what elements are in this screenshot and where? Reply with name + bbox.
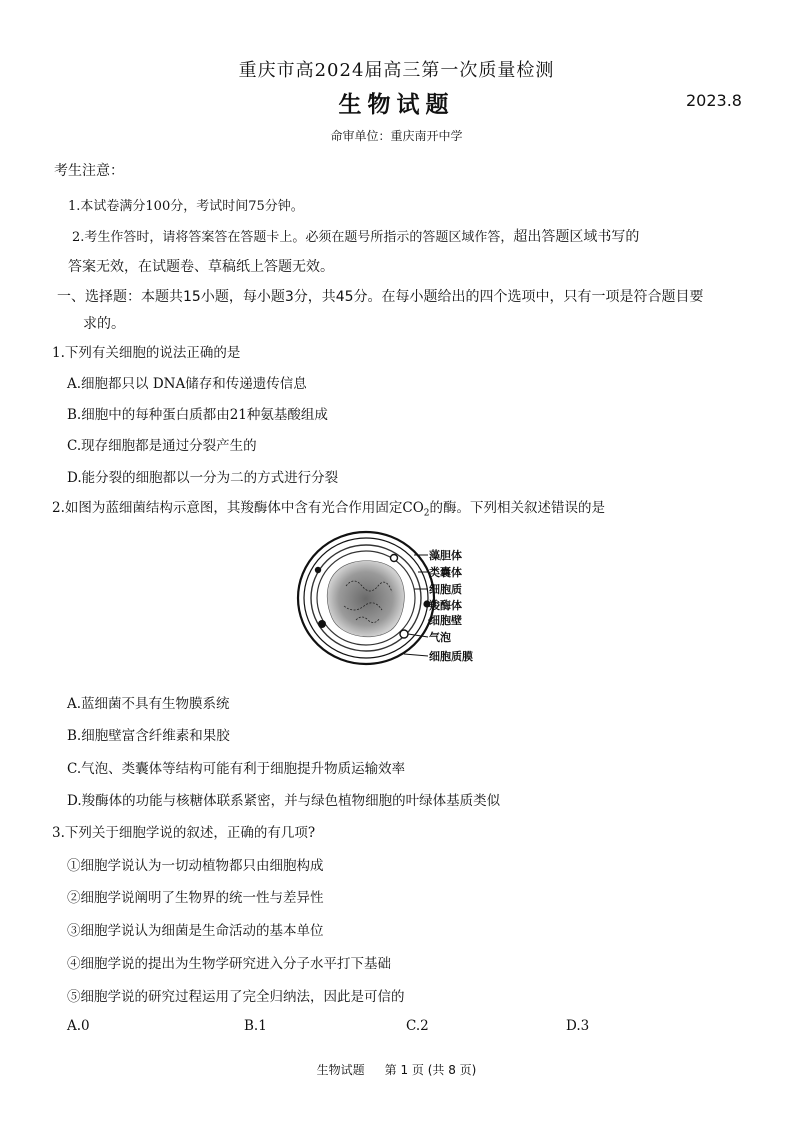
- q3-stem: 3.下列关于细胞学说的叙述，正确的有几项?: [52, 825, 316, 841]
- q2-option-d: D.羧酶体的功能与核糖体联系紧密，并与绿色植物细胞的叶绿体基质类似: [67, 793, 501, 809]
- figure-label-carboxysome: 羧酶体: [429, 599, 462, 612]
- phycobilisome-dot: [315, 567, 321, 573]
- q3-option-d: D.3: [566, 1018, 590, 1034]
- q2-stem-tail: 的酶。下列相关叙述错误的是: [429, 500, 606, 516]
- q3-statement-5: ⑤细胞学说的研究过程运用了完全归纳法，因此是可信的: [67, 989, 405, 1005]
- q1-option-b: B.细胞中的每种蛋白质都由21种氨基酸组成: [67, 407, 328, 423]
- leader-line: [404, 654, 428, 656]
- setter-unit: 命审单位：重庆南开中学: [330, 129, 463, 143]
- q3-statement-3: ③细胞学说认为细菌是生命活动的基本单位: [67, 923, 324, 939]
- notice-item-2-text: 2.考生作答时，请将答案答在答题卡上。必须在题号所指示的答题区域作答，: [72, 230, 514, 245]
- q3-option-c: C.2: [406, 1018, 429, 1034]
- q3-option-a: A.0: [67, 1018, 90, 1034]
- exam-date: 2023.8: [686, 91, 742, 110]
- q2-option-b: B.细胞壁富含纤维素和果胶: [67, 728, 230, 744]
- page-footer: [0, 1061, 793, 1078]
- notice-title: 考生注意：: [54, 163, 124, 179]
- q1-stem: 1.下列有关细胞的说法正确的是: [52, 345, 241, 361]
- figure-label-plasma-membrane: 细胞质膜: [429, 650, 473, 663]
- notice-item-2: [72, 226, 639, 246]
- figure-label-cytoplasm: 细胞质: [429, 583, 462, 596]
- section-heading: 一、选择题：本题共15小题，每小题3分，共45分。在每小题给出的四个选项中，只有一项是符合题目要: [57, 289, 704, 305]
- q1-option-a: A.细胞都只以 DNA储存和传递遗传信息: [67, 376, 307, 392]
- figure-label-thylakoid: 类囊体: [429, 566, 462, 579]
- q3-option-b: B.1: [244, 1018, 267, 1034]
- figure-label-gas-vesicle: 气泡: [429, 631, 451, 644]
- q3-statement-4: ④细胞学说的提出为生物学研究进入分子水平打下基础: [67, 956, 391, 972]
- nucleoid-region: [327, 561, 404, 637]
- q3-statement-1: ①细胞学说认为一切动植物都只由细胞构成: [67, 858, 324, 874]
- notice-item-1: 1.本试卷满分100分，考试时间75分钟。: [68, 199, 304, 214]
- q2-option-c: C.气泡、类囊体等结构可能有利于细胞提升物质运输效率: [67, 761, 406, 777]
- figure-label-phycobilisome: 藻胆体: [429, 549, 462, 562]
- footer-subject: 生物试题: [316, 1063, 365, 1077]
- q2-stem-subscript: 2: [423, 508, 430, 519]
- q2-stem: [52, 496, 605, 519]
- q2-option-a: A.蓝细菌不具有生物膜系统: [67, 696, 230, 712]
- q1-option-d: D.能分裂的细胞都以一分为二的方式进行分裂: [67, 470, 339, 486]
- exam-title: 重庆市高2024届高三第一次质量检测: [238, 60, 555, 81]
- section-heading-cont: 求的。: [83, 316, 125, 332]
- gas-vesicle-dot: [391, 555, 398, 562]
- subject-title: 生物试题: [338, 92, 455, 118]
- footer-page-number: 第 1 页 (共 8 页): [384, 1063, 477, 1077]
- notice-item-2-cont: 答案无效，在试题卷、草稿纸上答题无效。: [68, 259, 334, 275]
- q3-statement-2: ②细胞学说阐明了生物界的统一性与差异性: [67, 890, 324, 906]
- q2-stem-text: 2.如图为蓝细菌结构示意图，其羧酶体中含有光合作用固定CO: [52, 500, 424, 516]
- cyanobacteria-diagram: [296, 528, 506, 670]
- carboxysome-dot-left: [318, 620, 326, 628]
- notice-item-2-emphasis: 超出答题区域书写的: [513, 229, 640, 245]
- q1-option-c: C.现存细胞都是通过分裂产生的: [67, 438, 257, 454]
- vacuole-dot: [400, 630, 408, 638]
- figure-label-cell-wall: 细胞壁: [429, 614, 462, 627]
